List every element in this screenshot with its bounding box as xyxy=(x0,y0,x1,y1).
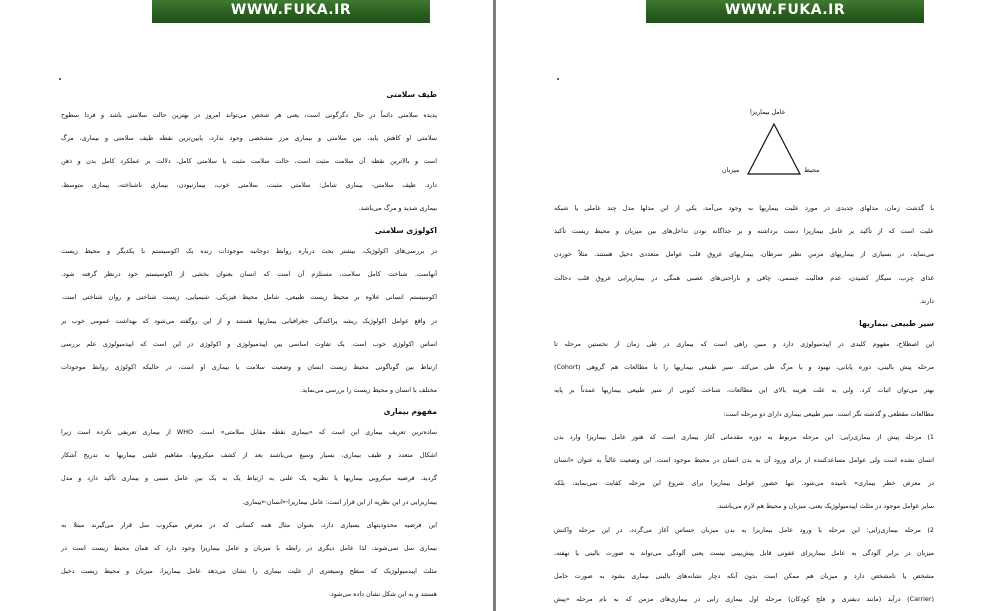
paragraph-line: بیماریزایی در این نظریه از این قرار است: عامل بیماریزا←انسان←بیماری. xyxy=(242,497,437,506)
paragraph-line: پدیده سلامتی دائماً در حال دگرگونی است، یعنی هر شخص می‌تواند امروز در بهترین حالت سلامتی باشد و فردا سطوح xyxy=(61,111,437,119)
paragraph-line: 2) مرحله بیماری‌زایی: این مرحله با ورود عامل بیماریزا به بدن میزبان حساس آغاز می‌گردد، در این مرحله واکنش xyxy=(554,525,934,534)
paragraph-line: (Carrier) درآید (مانند دیفتری و فلج کودکان) مرحله اول بیماری زایی در بیماری‌های مزمن که به نام مرحله «پیش xyxy=(554,595,934,604)
paragraph-line: در بررسی‌های اکولوژیک، بیشتر بحث درباره روابط دوجانبه موجودات زنده یک اکوسیستم با یکدیگر و محیط زیست xyxy=(61,247,437,255)
epidemiologic-triangle xyxy=(722,108,828,184)
paragraph-line: میزبان در برابر آلودگی به عامل بیماریزای عفونی قابل پیش‌بینی نیست یعنی آلودگی می‌تواند به صورت بالینی یا نهفته، xyxy=(554,548,934,557)
paragraph-line: ارتباط بین گوناگونی محیط زیست انسان و وضعیت سلامت یا بیماری او است، در حالیکه اکولوژی روابط موجودات xyxy=(61,363,437,372)
page-marker-dot xyxy=(557,78,559,80)
text-block-natural-history xyxy=(554,315,934,611)
paragraph-line: غذای چرب، سیگار کشیدن، عدم فعالیت جسمی، چاقی و ناراحتی‌های عصبی همگی در بیماریزایی عروق قلب دخالت xyxy=(554,273,934,282)
paragraph-line: اکوسیستم انسانی علاوه بر محیط زیست طبیعی، شامل محیط فیزیکی، شیمیایی، زیست شناختی و روان شناختی است. xyxy=(61,293,437,302)
paragraph-line: این فرضیه محدودیتهای بسیاری دارد، بعنوان مثال همه کسانی که در معرض میکروب سل قرار می‌گیرند مبتلا به xyxy=(61,520,437,529)
section-heading: طیف سلامتی xyxy=(386,90,437,99)
paragraph-line: در واقع عوامل اکولوژیک ریشه پراکندگی جغرافیایی بیماریها هستند و از این روگفته می‌شود که بهداشت عمومی خوب بر xyxy=(61,316,437,325)
paragraph-line: گردید. فرضیه میکروبی بیماریها یا نظریه یک علتی به ارتباط یک به یک بین عامل سببی و بیماری تأکید دارد و مدل xyxy=(61,474,437,483)
paragraph-line: مشخص یا نامشخص دارد و میزبان هم ممکن است بدون آنکه دچار نشانه‌های بالینی بیماری بشود به صورت حامل xyxy=(554,572,934,581)
section-heading: سیر طبیعی بیماریها xyxy=(859,319,934,328)
section-heading: اکولوژی سلامتی xyxy=(374,226,437,235)
paragraph-line: دارد. طیف سلامتی- بیماری شامل: سلامتی مثبت، سلامتی خوب، بیمارنبودن، بیماری ناشناخته، بیماری متوسط، xyxy=(61,180,437,189)
page-marker-dot xyxy=(59,78,61,80)
text-block-multifactor xyxy=(554,197,934,313)
text-block-disease-concept xyxy=(61,403,437,607)
paragraph-line: مختلف با انسان و محیط زیست را بررسی می‌نماید. xyxy=(300,386,437,395)
paragraph-line: مثلث اپیدمیولوژیک که سطح وسیعتری از علیت بیماری را نشان می‌دهد عامل بیماریزا، میزبان و محیط زیست دخیل xyxy=(61,567,437,576)
paragraph-line: در معرض خطر بیماری» نامیده می‌شود. تنها حضور عوامل بیماریزا برای شروع این مرحله کفایت نمی‌نماید، بلکه xyxy=(554,479,934,488)
paragraph-line: سلامتی او کاهش یابد، بین سلامتی و بیماری مرز مشخصی وجود ندارد، پایین‌ترین نقطه طیف سلامتی و بیماری، مرگ xyxy=(61,134,437,143)
paragraph-line: این اصطلاح، مفهوم کلیدی در اپیدمیولوژی دارد و مبین راهی است که بیماری در طی زمان از نخستین مرحله تا xyxy=(554,340,934,348)
paragraph-line: است و بالاترین نقطه آن سلامت مثبت است، حالت سلامت مثبت یا سلامتی کامل، دلالت بر عملکرد کامل بدن و ذهن xyxy=(61,157,437,166)
site-banner: WWW.FUKA.IR xyxy=(152,0,430,23)
paragraph-line: 1) مرحله پیش از بیماری‌زایی: این مرحله مربوط به دوره مقدماتی آغاز بیماری است که هنوز عامل بیماریزا وارد بدن xyxy=(554,432,934,441)
paragraph-line: سایر عوامل موجود در مثلث اپیدمیولوژیک یعنی، میزبان و محیط هم لازم می‌باشند. xyxy=(716,502,934,511)
paragraph-line: دارند. xyxy=(919,296,934,305)
site-banner: WWW.FUKA.IR xyxy=(646,0,924,23)
triangle-label-host: میزبان xyxy=(722,166,740,174)
triangle-label-agent: عامل بیماریزا xyxy=(750,108,786,116)
paragraph-line: هستند و به این شکل نشان داده می‌شود. xyxy=(328,590,437,599)
paragraph-line: انسان نشده است ولی عوامل مساعدکننده از برای ورود آن به بدن انسان در محیط موجود است. این وضعیت غالباً به عنوان «انسان xyxy=(554,456,934,465)
paragraph-line: مطالعات مقطعی و گذشته نگر است. سیر طبیعی بیماری دارای دو مرحله است: xyxy=(723,409,934,418)
section-heading: مفهوم بیماری xyxy=(383,407,437,416)
paragraph-line: می‌نماید، در بسیاری از بیماریهای مزمن نظیر سرطان، بیماریهای عروق قلب عوامل متعددی دخیل هستند. مثلاً خوردن xyxy=(554,250,934,259)
triangle-label-environment: محیط xyxy=(804,166,820,174)
paragraph-line: با گذشت زمان، مدلهای جدیدی در مورد علیت بیماریها به وجود می‌آمد، یکی از این مدلها مدل چند عاملی یا شبکه xyxy=(554,204,934,212)
text-block-spectrum xyxy=(61,86,437,220)
paragraph-line: آنهاست. شناخت کامل سلامت، مستلزم آن است که انسان بعنوان بخشی از اکوسیستم خود درنظر گرفته شود. xyxy=(61,270,437,279)
paragraph-line: اشکال متعدد و طیف بیماری، بسیار وسیع می‌باشند بعد از کشف میکروبها، مفاهیم علیتی بیماریها به تدریج آشکار xyxy=(61,451,437,460)
paragraph-line: ساده‌ترین تعریف بیماری این است که «بیماری نقطه مقابل سلامتی» است. WHO از بیماری تعریفی نکرده است زیرا xyxy=(61,428,437,436)
paragraph-line: بیماری شدید و مرگ می‌باشد. xyxy=(358,203,437,212)
paragraph-line: اساس اکولوژی خوب است. یک تفاوت اساسی بین اپیدمیولوژی و اکولوژی در این است که اپیدمیولوژی علم بررسی xyxy=(61,339,437,348)
paragraph-line: بهتر می‌توان اثبات کرد. ولی به علت هزینه بالای این مطالعات، شناخت کنونی از سیر طبیعی بیماریها عمدتاً بر پایه xyxy=(554,386,934,395)
document-page-right xyxy=(496,0,986,611)
paragraph-line: علیت است که از تأکید بر عامل بیماریزا دست برداشته و بر جداگانه بودن تداخل‌های بین میزبان و محیط زیست تأکید xyxy=(554,227,934,236)
paragraph-line: بیماری سل نمی‌شوند، لذا عامل دیگری در رابطه با میزبان و عامل بیماریزا وجود دارد که همان محیط زیست است در xyxy=(61,544,437,553)
paragraph-line: مرحله پیش بالینی، دوره پایانی، بهبود و یا مرگ طی می‌کند. سیر طبیعی بیماریها را با مطالعات هم گروهی (Cohort) xyxy=(554,363,934,372)
text-block-ecology xyxy=(61,222,437,402)
